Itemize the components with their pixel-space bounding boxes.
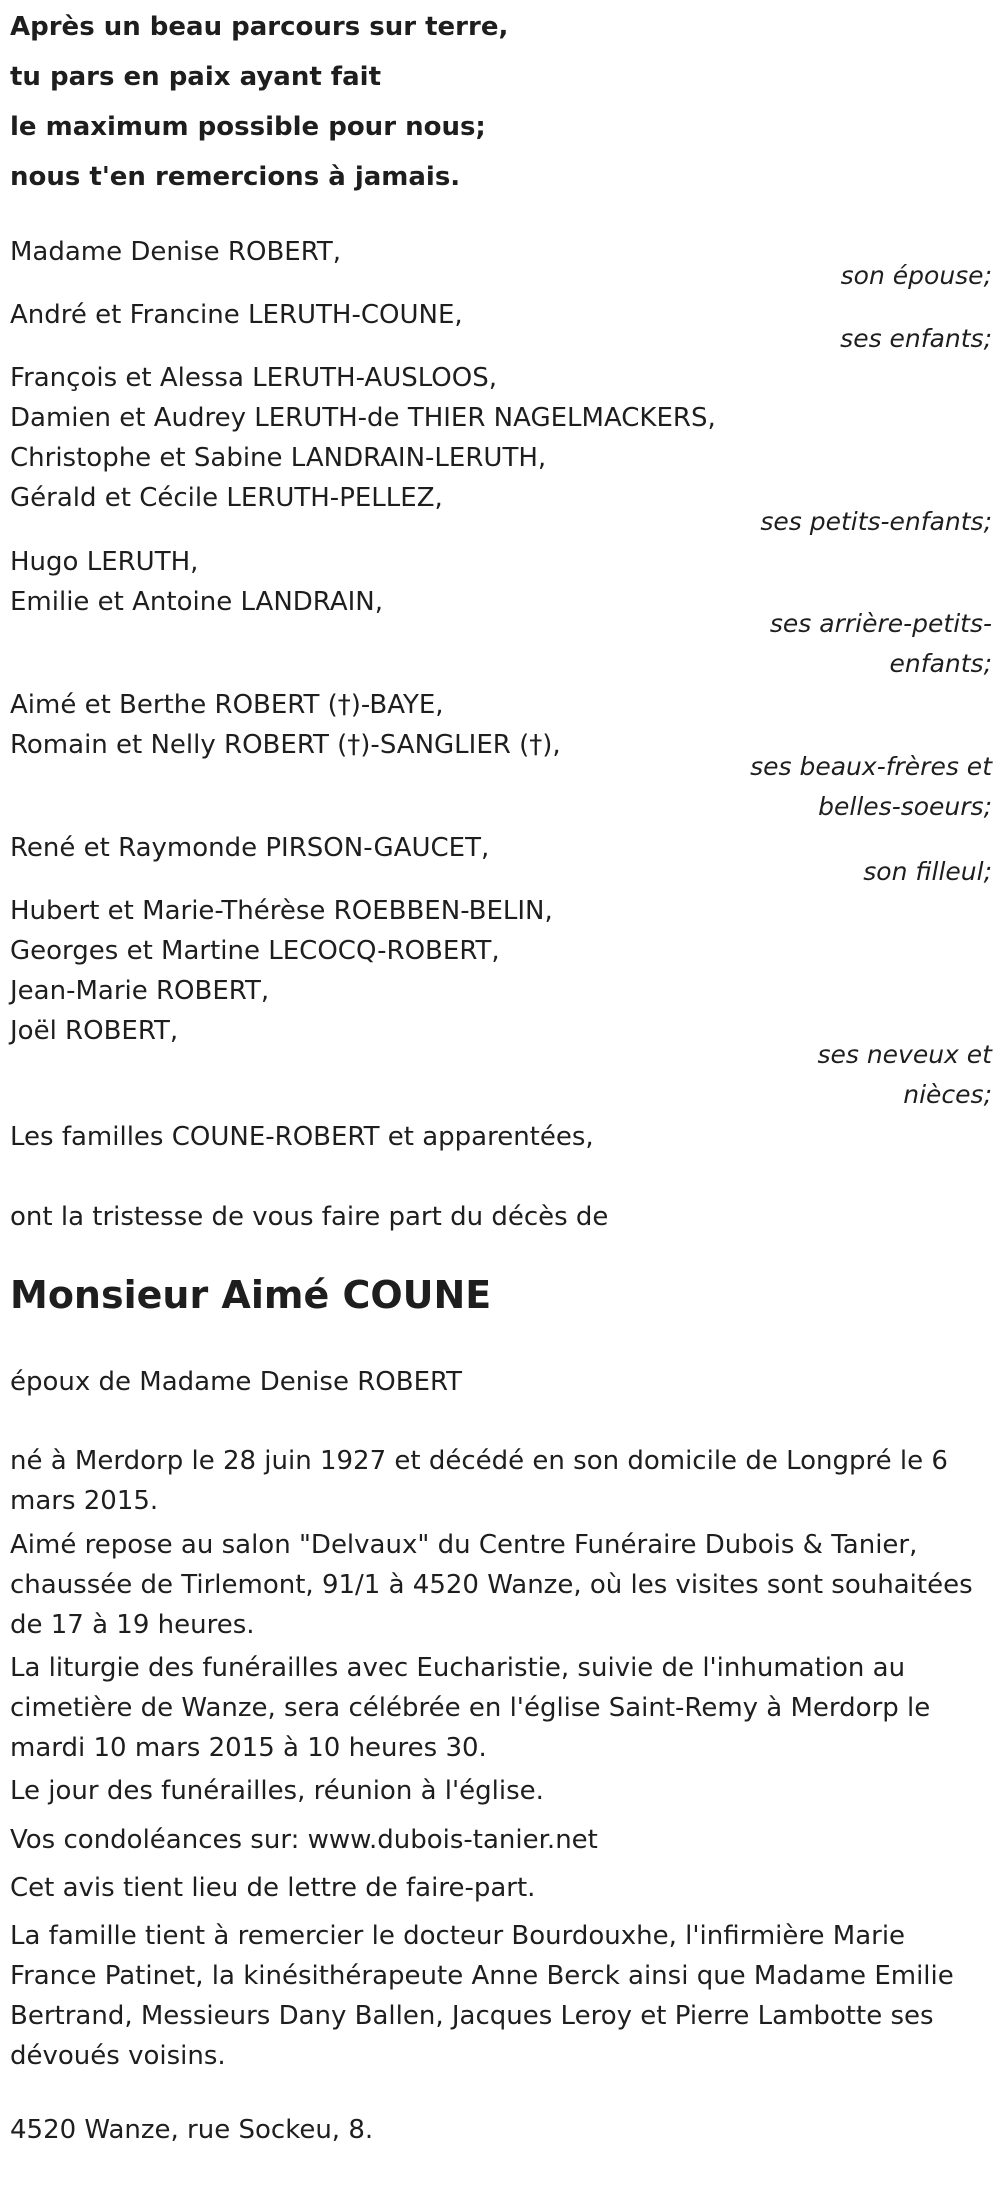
spouse-line: époux de Madame Denise ROBERT [10, 1367, 463, 1397]
family-name: Aimé et Berthe ROBERT (†)-BAYE, [10, 690, 444, 720]
family-name: Gérald et Cécile LERUTH-PELLEZ, [10, 483, 443, 513]
paragraph: Cet avis tient lieu de lettre de faire-part. [10, 1873, 536, 1903]
family-relation: ses arrière-petits-enfants; [769, 609, 992, 678]
paragraph: La liturgie des funérailles avec Eucharistie, suivie de l'inhumation au cimetière de Wanze, sera célébrée en l'église Saint-Remy à Merdorp le mardi 10 mars 2015 à 10 heures 30. [10, 1653, 931, 1763]
address: 4520 Wanze, rue Sockeu, 8. [10, 2115, 374, 2145]
paragraph: La famille tient à remercier le docteur Bourdouxhe, l'infirmière Marie France Patinet, la kinésithérapeute Anne Berck ainsi que Madame Emilie Bertrand, Messieurs Dany Ballen, Jacques Leroy et Pierre Lambotte ses dévoués voisins. [10, 1921, 954, 2071]
family-name: François et Alessa LERUTH-AUSLOOS, [10, 363, 497, 393]
family-relation: son épouse; [840, 261, 992, 290]
family-name: Georges et Martine LECOCQ-ROBERT, [10, 936, 500, 966]
family-name: René et Raymonde PIRSON-GAUCET, [10, 833, 490, 863]
family-relation: ses neveux et nièces; [817, 1040, 992, 1109]
family-relation: ses beaux-frères et belles-soeurs; [750, 752, 992, 821]
poem-line: tu pars en paix ayant fait [10, 62, 382, 92]
family-name: Hubert et Marie-Thérèse ROEBBEN-BELIN, [10, 896, 553, 926]
deceased-name: Monsieur Aimé COUNE [10, 1273, 492, 1317]
family-name: Madame Denise ROBERT, [10, 237, 342, 267]
family-name: André et Francine LERUTH-COUNE, [10, 300, 463, 330]
family-name: Emilie et Antoine LANDRAIN, [10, 587, 383, 617]
family-relation: ses petits-enfants; [760, 507, 992, 536]
paragraph: Le jour des funérailles, réunion à l'église. [10, 1776, 544, 1806]
family-name: Christophe et Sabine LANDRAIN-LERUTH, [10, 443, 547, 473]
family-relation: son filleul; [863, 857, 992, 886]
poem-line: Après un beau parcours sur terre, [10, 12, 509, 42]
paragraph: né à Merdorp le 28 juin 1927 et décédé en son domicile de Longpré le 6 mars 2015. [10, 1446, 948, 1516]
family-name: Jean-Marie ROBERT, [10, 976, 270, 1006]
announcement: ont la tristesse de vous faire part du décès de [10, 1202, 609, 1232]
family-name: Romain et Nelly ROBERT (†)-SANGLIER (†), [10, 730, 561, 760]
poem-line: le maximum possible pour nous; [10, 112, 486, 142]
paragraph: Aimé repose au salon "Delvaux" du Centre Funéraire Dubois & Tanier, chaussée de Tirlemont, 91/1 à 4520 Wanze, où les visites sont souhaitées de 17 à 19 heures. [10, 1530, 973, 1640]
family-name: Joël ROBERT, [10, 1016, 179, 1046]
condolences-link[interactable]: Vos condoléances sur: www.dubois-tanier.net [10, 1825, 598, 1855]
families-line: Les familles COUNE-ROBERT et apparentées, [10, 1122, 594, 1152]
family-name: Damien et Audrey LERUTH-de THIER NAGELMACKERS, [10, 403, 716, 433]
family-name: Hugo LERUTH, [10, 547, 199, 577]
poem-line: nous t'en remercions à jamais. [10, 162, 461, 192]
family-relation: ses enfants; [840, 324, 992, 353]
